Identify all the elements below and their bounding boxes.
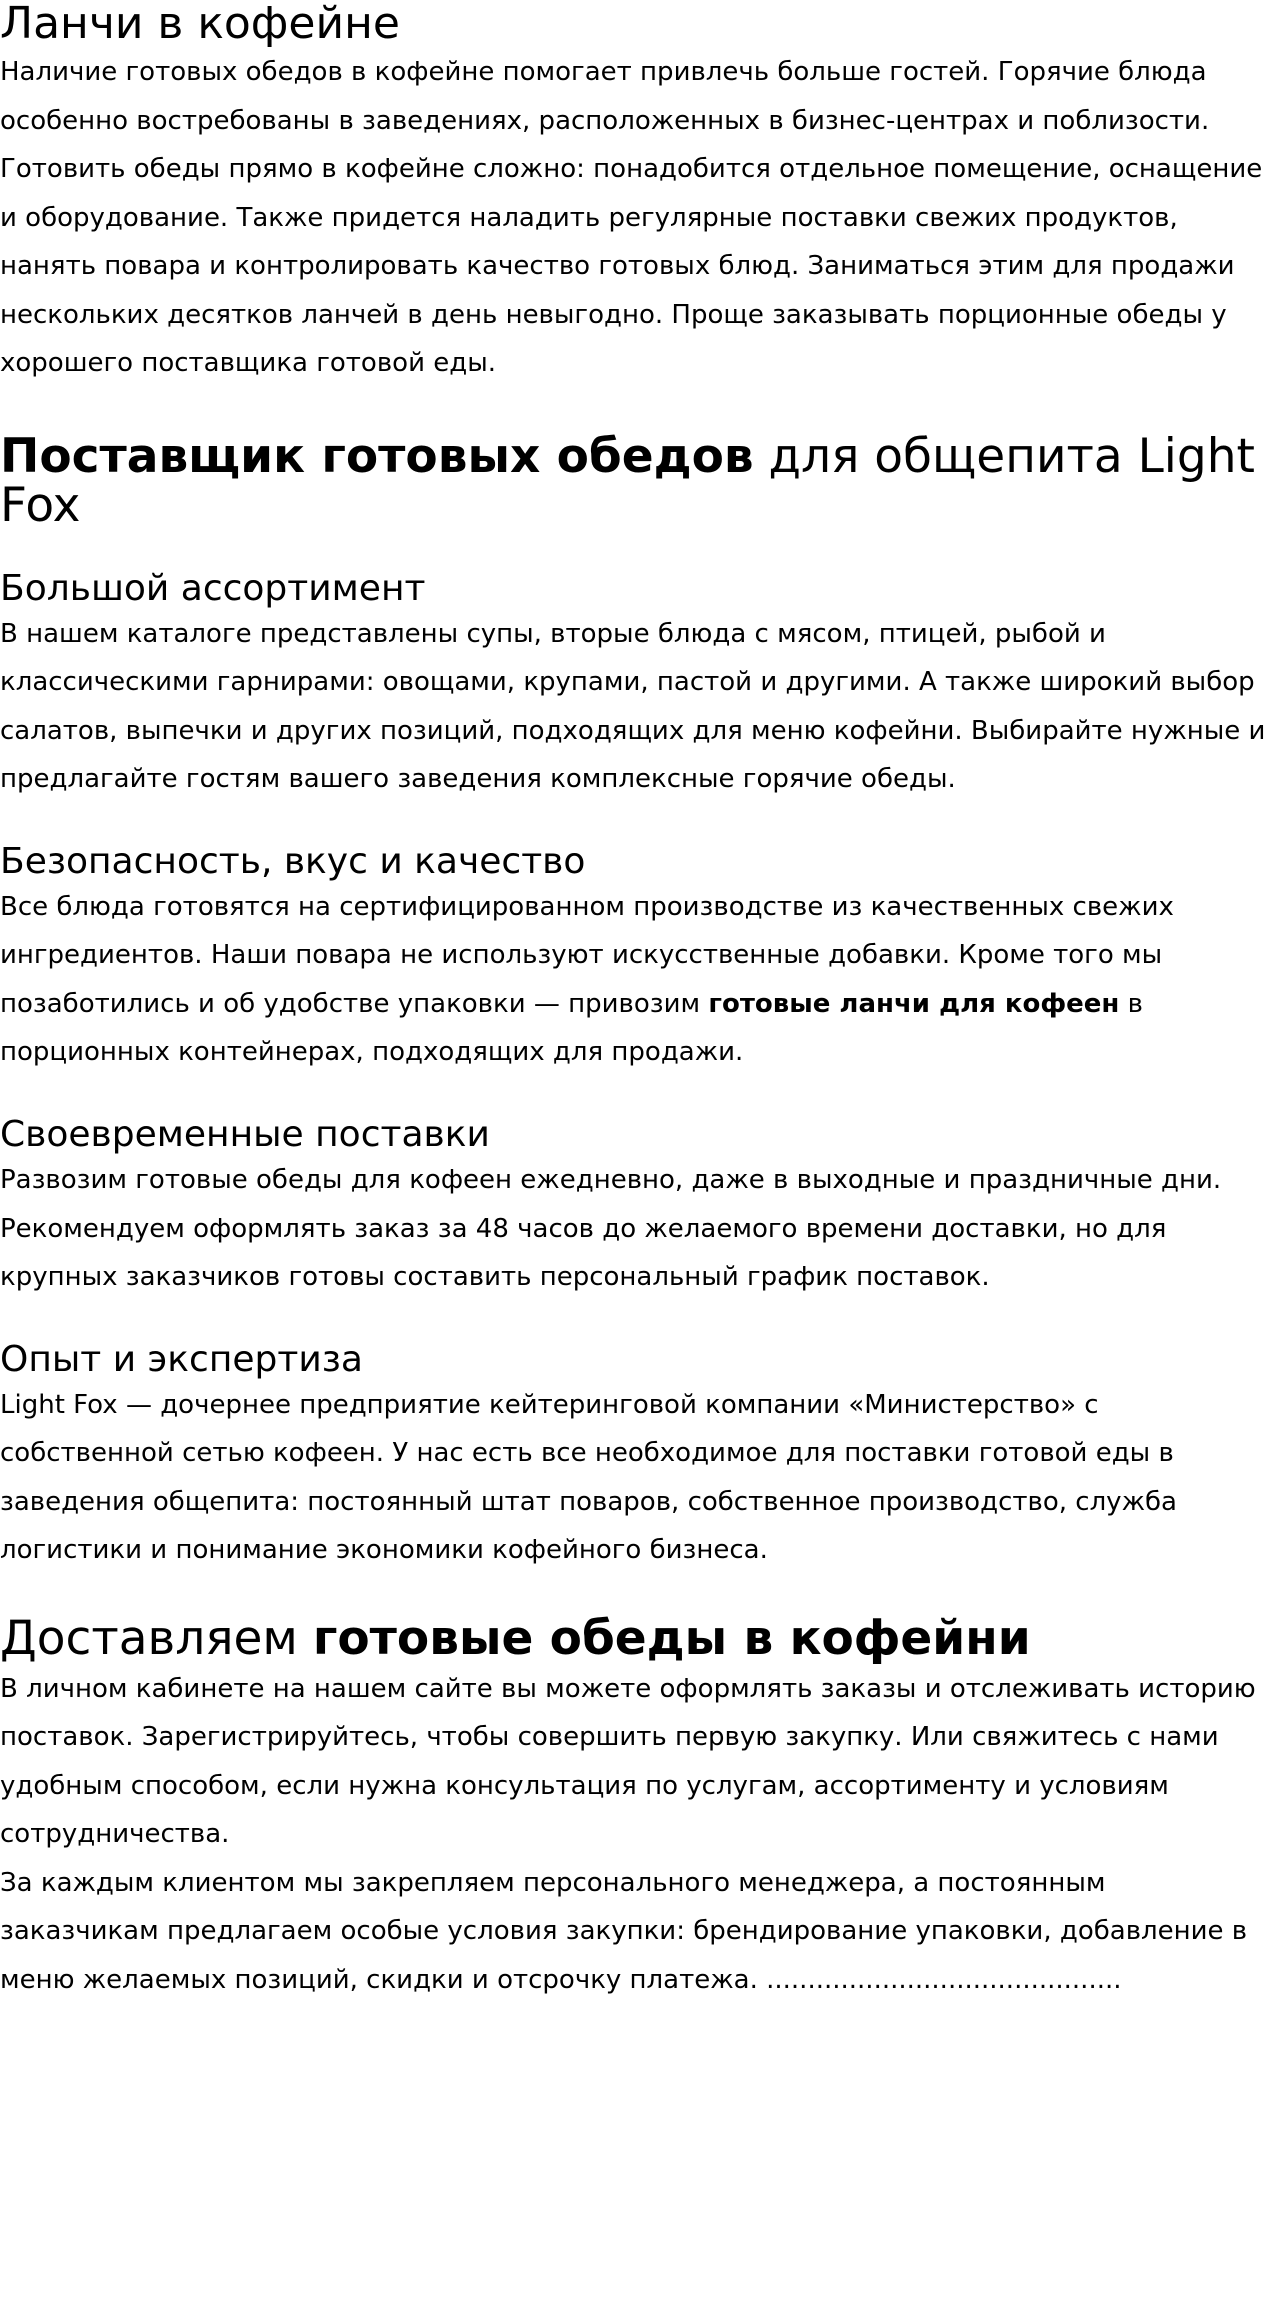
assortment-paragraph: В нашем каталоге представлены супы, вторые блюда с мясом, птицей, рыбой и классическими гарнирами: овощами, крупами, пастой и другими. А также широкий выбор салатов, выпечки и других позиций, подходящих для меню кофейни. Выбирайте нужные и предлагайте гостям вашего заведения комплексные горячие обеды. — [0, 618, 1266, 795]
deliver-paragraph-2: За каждым клиентом мы закрепляем персонального менеджера, а постоянным заказчикам предлагаем особые условия закупки: брендирование упаковки, добавление в меню желаемых позиций, скидки и отсрочку платежа. ........................................... — [0, 1867, 1248, 1995]
deliver-paragraph-1: В личном кабинете на нашем сайте вы можете оформлять заказы и отслеживать историю поставок. Зарегистрируйтесь, чтобы совершить первую закупку. Или свяжитесь с нами удобным способом, если нужна консультация по услугам, ассортименту и условиям сотрудничества. — [0, 1673, 1256, 1850]
safety-paragraph — [0, 883, 1270, 1077]
safety-text-start: Все блюда готовятся на сертифицированном производстве из качественных свежих ингредиентов. Наши повара не используют искусственные добавки. Кроме того мы позаботились и об удобстве упаковки — привозим — [0, 891, 1174, 1019]
supplier-heading-bold: Поставщик готовых обедов — [0, 428, 754, 484]
lunch-paragraph-2: Готовить обеды прямо в кофейне сложно: понадобится отдельное помещение, оснащение и оборудование. Также придется наладить регулярные поставки свежих продуктов, нанять повара и контролировать качество готовых блюд. Заниматься этим для продажи нескольких десятков ланчей в день невыгодно. Проще заказывать порционные обеды у хорошего поставщика готовой еды. — [0, 154, 1263, 379]
safety-text-end: в порционных контейнерах, подходящих для продажи. — [0, 988, 1143, 1068]
deliver-heading-bold: готовые обеды в кофейни — [312, 1610, 1031, 1666]
delivery-paragraph: Развозим готовые обеды для кофеен ежедневно, даже в выходные и праздничные дни. Рекомендуем оформлять заказ за 48 часов до желаемого времени доставки, но для крупных заказчиков готовы составить персональный график поставок. — [0, 1165, 1222, 1293]
supplier-heading — [0, 428, 1270, 534]
assortment-heading: Большой ассортимент — [0, 567, 426, 609]
deliver-heading-rest: Доставляем — [0, 1610, 313, 1666]
supplier-heading-rest: для общепита Light Fox — [0, 428, 1255, 534]
experience-heading: Опыт и экспертиза — [0, 1338, 363, 1380]
lunch-paragraph-1: Наличие готовых обедов в кофейне помогает привлечь больше гостей. Горячие блюда особенно востребованы в заведениях, расположенных в бизнес-центрах и поблизости. — [0, 57, 1210, 136]
deliver-heading — [0, 1610, 1270, 1666]
safety-heading: Безопасность, вкус и качество — [0, 840, 586, 882]
safety-text-bold: готовые ланчи для кофеен — [708, 988, 1120, 1019]
experience-paragraph: Light Fox — дочернее предприятие кейтеринговой компании «Министерство» с собственной сетью кофеен. У нас есть все необходимое для поставки готовой еды в заведения общепита: постоянный штат поваров, собственное производство, служба логистики и понимание экономики кофейного бизнеса. — [0, 1389, 1177, 1566]
delivery-heading: Своевременные поставки — [0, 1113, 490, 1155]
lunch-heading: Ланчи в кофейне — [0, 0, 400, 49]
